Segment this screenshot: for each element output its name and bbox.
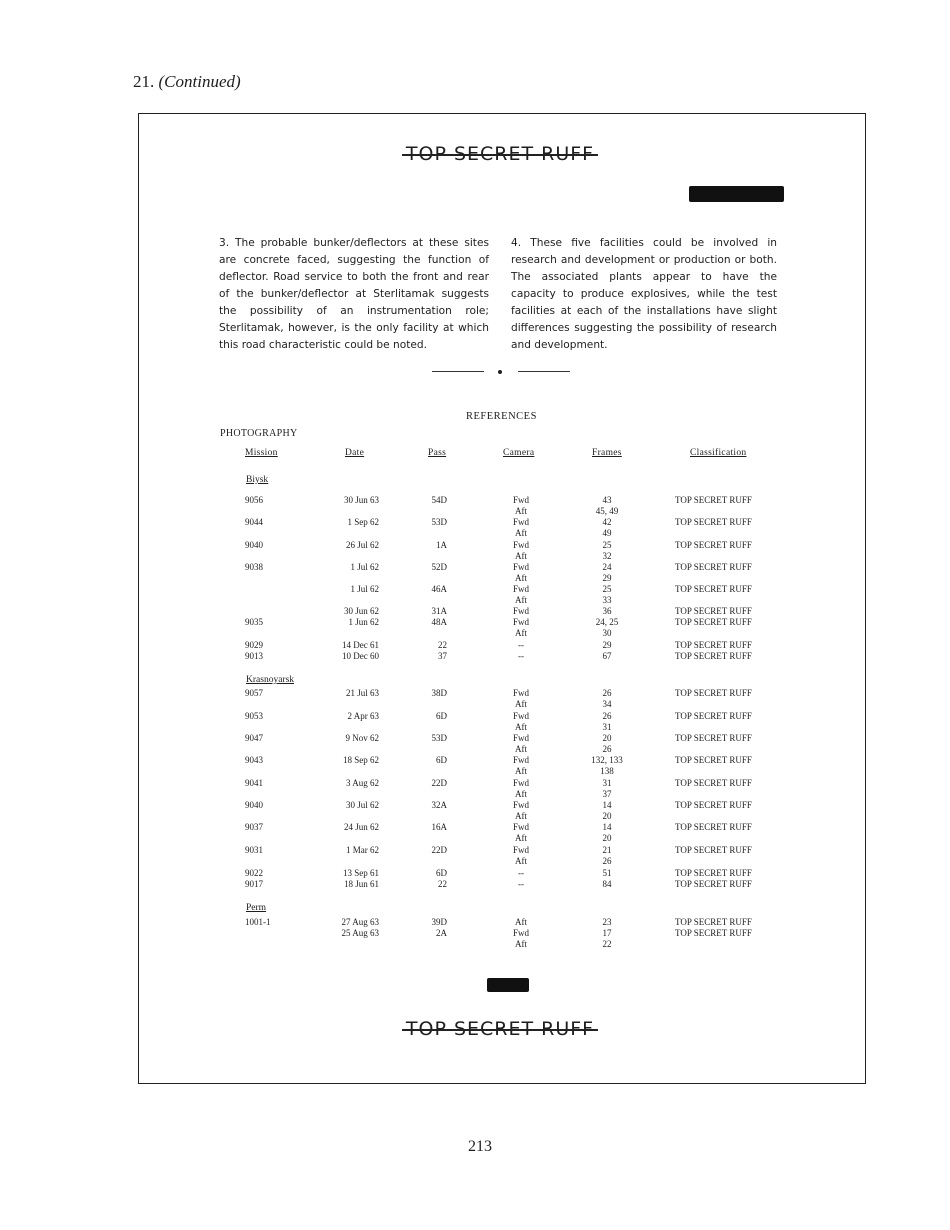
frames-cell: 20 26 <box>602 733 612 754</box>
paragraph-4: 4. These five facilities could be involved in research and development or production or both. The associated plants appear to have the capacity to produce explosives, while the test facilities at each of the installations have slight differences suggesting the possibility of research and development. <box>511 237 777 351</box>
pass-cell: 37 <box>438 651 447 661</box>
date-cell: 1 Jul 62 <box>350 562 379 572</box>
pass-cell: 6D <box>436 868 447 878</box>
camera-cell: -- <box>518 651 524 661</box>
date-cell: 21 Jul 63 <box>345 688 379 698</box>
pass-cell: 46A <box>431 584 447 594</box>
classification-cell: TOP SECRET RUFF <box>675 755 752 765</box>
pass-cell: 2A <box>436 928 447 938</box>
frames-cell: 14 20 <box>602 800 612 821</box>
camera-cell: Fwd Aft <box>512 778 529 799</box>
frames-cell: 43 45, 49 <box>595 495 619 516</box>
camera-cell: Fwd Aft <box>512 562 529 583</box>
camera-cell: Fwd Aft <box>512 928 529 949</box>
date-cell: 30 Jun 62 <box>343 606 379 616</box>
frames-cell: 25 32 <box>602 540 612 561</box>
date-cell: 13 Sep 61 <box>343 868 379 878</box>
camera-cell: Fwd Aft <box>512 688 529 709</box>
pass-cell: 52D <box>431 562 447 572</box>
frames-cell: 67 <box>602 651 612 661</box>
classification-cell: TOP SECRET RUFF <box>675 917 752 927</box>
classification-cell: TOP SECRET RUFF <box>675 495 752 505</box>
camera-cell: Fwd Aft <box>512 617 529 638</box>
camera-cell: Fwd Aft <box>512 845 529 866</box>
pass-cell: 53D <box>431 733 447 743</box>
classification-cell: TOP SECRET RUFF <box>675 640 752 650</box>
camera-cell: Fwd Aft <box>512 540 529 561</box>
pass-cell: 16A <box>431 822 447 832</box>
mission-cell: 1001-1 <box>245 917 271 927</box>
classification-cell: TOP SECRET RUFF <box>675 517 752 527</box>
camera-cell: Fwd Aft <box>512 755 529 776</box>
date-cell: 27 Aug 63 <box>341 917 379 927</box>
camera-cell: Fwd Aft <box>512 495 529 516</box>
pass-cell: 48A <box>431 617 447 627</box>
page-number: 213 <box>468 1138 492 1155</box>
date-cell: 24 Jun 62 <box>343 822 379 832</box>
frames-cell: 51 <box>602 868 612 878</box>
frames-cell: 29 <box>602 640 612 650</box>
camera-cell: -- <box>518 879 524 889</box>
camera-cell: Fwd <box>512 606 529 616</box>
date-cell: 10 Dec 60 <box>342 651 379 661</box>
pass-cell: 22 <box>438 640 447 650</box>
site-name: Biysk <box>246 475 269 485</box>
photography-label: PHOTOGRAPHY <box>220 428 298 439</box>
camera-cell: -- <box>518 640 524 650</box>
mission-cell: 9017 <box>245 879 263 889</box>
classification-cell: TOP SECRET RUFF <box>675 651 752 661</box>
pass-cell: 22D <box>431 845 447 855</box>
section-number: 21. <box>133 72 155 91</box>
frames-cell: 132, 133 138 <box>591 755 623 776</box>
classification-banner-text: TOP SECRET RUFF <box>405 143 595 165</box>
frames-cell: 26 34 <box>602 688 612 709</box>
camera-cell: Fwd Aft <box>512 733 529 754</box>
camera-cell: Fwd Aft <box>512 517 529 538</box>
classification-cell: TOP SECRET RUFF <box>675 606 752 616</box>
classification-cell: TOP SECRET RUFF <box>675 879 752 889</box>
redaction-block <box>487 978 529 992</box>
frames-cell: 25 33 <box>602 584 612 605</box>
date-cell: 9 Nov 62 <box>345 733 379 743</box>
pass-cell: 54D <box>431 495 447 505</box>
classification-cell: TOP SECRET RUFF <box>675 822 752 832</box>
date-cell: 25 Aug 63 <box>341 928 379 938</box>
classification-banner-top <box>400 143 600 165</box>
camera-cell: Fwd Aft <box>512 800 529 821</box>
redaction-block <box>689 186 784 202</box>
pass-cell: 6D <box>436 755 447 765</box>
classification-cell: TOP SECRET RUFF <box>675 562 752 572</box>
date-cell: 2 Apr 63 <box>347 711 379 721</box>
frames-cell: 42 49 <box>602 517 612 538</box>
pass-cell: 38D <box>431 688 447 698</box>
date-cell: 3 Aug 62 <box>345 778 379 788</box>
camera-cell: Fwd Aft <box>512 822 529 843</box>
references-title: REFERENCES <box>466 411 537 422</box>
pass-cell: 32A <box>431 800 447 810</box>
mission-cell: 9037 <box>245 822 263 832</box>
mission-cell: 9040 <box>245 540 263 550</box>
classification-cell: TOP SECRET RUFF <box>675 778 752 788</box>
section-heading <box>133 72 241 92</box>
site-name: Perm <box>246 903 267 913</box>
column-header-date: Date <box>345 448 365 458</box>
continued-label: (Continued) <box>158 72 241 91</box>
classification-cell: TOP SECRET RUFF <box>675 733 752 743</box>
section-divider <box>432 367 572 377</box>
date-cell: 30 Jul 62 <box>345 800 379 810</box>
camera-cell: -- <box>518 868 524 878</box>
classification-cell: TOP SECRET RUFF <box>675 617 752 627</box>
pass-cell: 6D <box>436 711 447 721</box>
classification-banner-text: TOP SECRET RUFF <box>405 1018 595 1040</box>
classification-cell: TOP SECRET RUFF <box>675 800 752 810</box>
column-header-classification: Classification <box>690 448 747 458</box>
classification-cell: TOP SECRET RUFF <box>675 688 752 698</box>
mission-cell: 9047 <box>245 733 263 743</box>
site-name: Krasnoyarsk <box>246 675 295 685</box>
mission-cell: 9056 <box>245 495 263 505</box>
date-cell: 30 Jun 63 <box>343 495 379 505</box>
classification-cell: TOP SECRET RUFF <box>675 845 752 855</box>
pass-cell: 22 <box>438 879 447 889</box>
mission-cell: 9013 <box>245 651 263 661</box>
date-cell: 1 Mar 62 <box>346 845 379 855</box>
column-header-mission: Mission <box>245 448 278 458</box>
mission-cell: 9043 <box>245 755 263 765</box>
mission-cell: 9044 <box>245 517 263 527</box>
mission-cell: 9022 <box>245 868 263 878</box>
mission-cell: 9040 <box>245 800 263 810</box>
frames-cell: 21 26 <box>602 845 612 866</box>
classification-cell: TOP SECRET RUFF <box>675 584 752 594</box>
column-header-frames: Frames <box>592 448 622 458</box>
pass-cell: 1A <box>436 540 447 550</box>
frames-cell: 23 <box>602 917 612 927</box>
mission-cell: 9038 <box>245 562 263 572</box>
column-header-camera: Camera <box>503 448 535 458</box>
mission-cell: 9053 <box>245 711 263 721</box>
mission-cell: 9041 <box>245 778 263 788</box>
classification-cell: TOP SECRET RUFF <box>675 868 752 878</box>
frames-cell: 26 31 <box>602 711 612 732</box>
date-cell: 18 Jun 61 <box>343 879 379 889</box>
frames-cell: 24 29 <box>602 562 612 583</box>
date-cell: 1 Jul 62 <box>350 584 379 594</box>
mission-cell: 9057 <box>245 688 263 698</box>
date-cell: 1 Jun 62 <box>348 617 379 627</box>
pass-cell: 22D <box>431 778 447 788</box>
mission-cell: 9035 <box>245 617 263 627</box>
frames-cell: 14 20 <box>602 822 612 843</box>
frames-cell: 84 <box>602 879 612 889</box>
classification-banner-bottom <box>400 1018 600 1040</box>
camera-cell: Aft <box>515 917 527 927</box>
date-cell: 18 Sep 62 <box>343 755 379 765</box>
camera-cell: Fwd Aft <box>512 711 529 732</box>
paragraph-3: 3. The probable bunker/deflectors at these sites are concrete faced, suggesting the function of deflector. Road service to both the front and rear of the bunker/deflector at Sterlitamak suggests the possibility of an instrumentation role; Sterlitamak, however, is the only facility at which this road characteristic could be noted. <box>219 237 489 351</box>
classification-cell: TOP SECRET RUFF <box>675 928 752 938</box>
mission-cell: 9029 <box>245 640 263 650</box>
classification-cell: TOP SECRET RUFF <box>675 540 752 550</box>
frames-cell: 36 <box>602 606 612 616</box>
pass-cell: 31A <box>431 606 447 616</box>
date-cell: 14 Dec 61 <box>342 640 379 650</box>
pass-cell: 53D <box>431 517 447 527</box>
mission-cell: 9031 <box>245 845 263 855</box>
classification-cell: TOP SECRET RUFF <box>675 711 752 721</box>
frames-cell: 17 22 <box>602 928 612 949</box>
date-cell: 1 Sep 62 <box>347 517 379 527</box>
date-cell: 26 Jul 62 <box>345 540 379 550</box>
frames-cell: 31 37 <box>602 778 612 799</box>
pass-cell: 39D <box>431 917 447 927</box>
frames-cell: 24, 25 30 <box>595 617 619 638</box>
camera-cell: Fwd Aft <box>512 584 529 605</box>
column-header-pass: Pass <box>428 448 447 458</box>
